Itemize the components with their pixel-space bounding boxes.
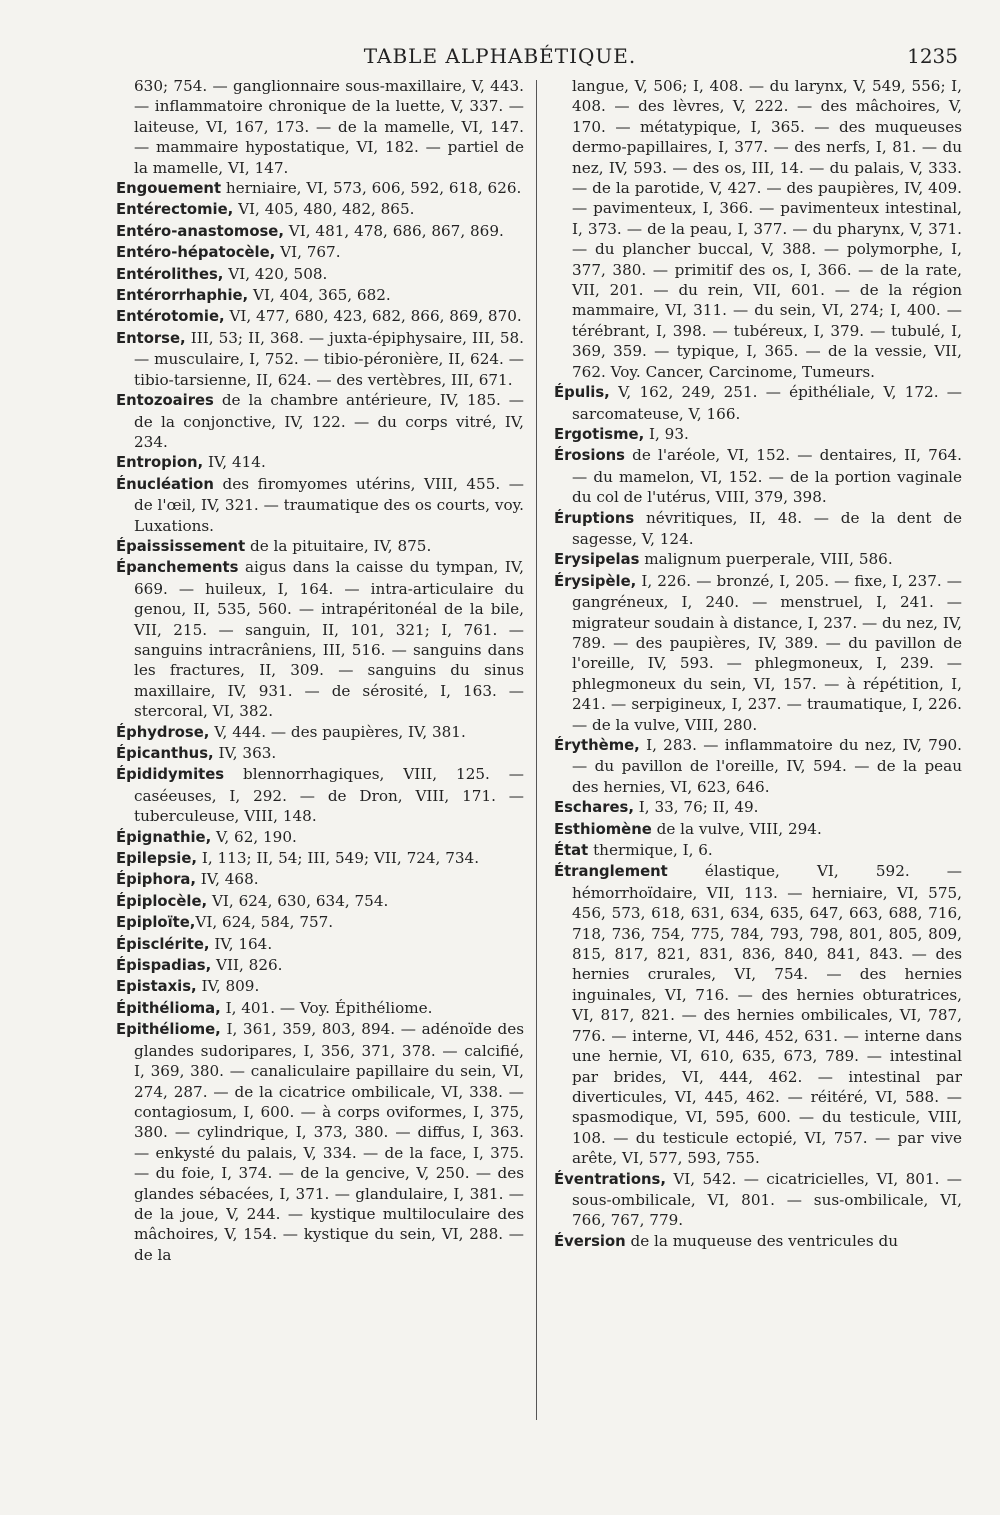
- index-entry: [554, 861, 962, 1168]
- entry-heading: Énucléation: [116, 475, 214, 493]
- entry-heading: Éphydrose,: [116, 723, 210, 741]
- entry-heading: Epithéliome,: [116, 1021, 221, 1039]
- entry-heading: Épididymites: [116, 766, 225, 784]
- index-entry: [116, 242, 524, 263]
- entry-heading: Entéro-hépatocèle,: [116, 244, 276, 262]
- index-entry: [116, 390, 524, 452]
- entry-references: VI, 405, 480, 482, 865.: [233, 200, 415, 219]
- entry-heading: Épaississement: [116, 537, 246, 555]
- entry-references: des firomyomes utérins, VIII, 455. — de l'œil, IV, 321. — traumatique des os courts, voy. Luxations.: [134, 474, 524, 535]
- entry-references: aigus dans la caisse du tympan, IV, 669. — huileux, I, 164. — intra-articulaire du genou, II, 535, 560. — intrapéritonéal de la bile, VII, 215. — sanguin, II, 101, 321; I, 761. — sanguins intracrâniens, III, 516. — sanguins dans les fractures, II, 309. — sanguins du sinus maxillaire, IV, 931. — de sérosité, I, 163. — stercoral, VI, 382.: [134, 558, 524, 721]
- entry-heading: Epiploïte,: [116, 914, 196, 932]
- entry-heading: Éventrations,: [554, 1170, 666, 1188]
- index-entry: [116, 764, 524, 826]
- index-entry: [116, 848, 524, 869]
- index-entry: [554, 819, 962, 840]
- index-entry: [116, 976, 524, 997]
- index-entry: [554, 840, 962, 861]
- entry-references: I, 401. — Voy. Épithéliome.: [220, 998, 433, 1017]
- entry-heading: Éruptions: [554, 509, 635, 527]
- index-entry: [116, 955, 524, 976]
- index-entry: [116, 221, 524, 242]
- entry-heading: Éversion: [554, 1232, 626, 1250]
- index-entry: [116, 474, 524, 536]
- index-entry: [116, 557, 524, 721]
- entry-references: VI, 481, 478, 686, 867, 869.: [283, 221, 504, 240]
- entry-heading: Entérectomie,: [116, 201, 234, 219]
- index-entry: [554, 1169, 962, 1231]
- entry-references: V, 162, 249, 251. — épithéliale, V, 172. — sarcomateuse, V, 166.: [572, 383, 962, 423]
- entry-references: IV, 414.: [203, 453, 266, 472]
- entry-heading: Épispadias,: [116, 957, 212, 975]
- entry-references: 630; 754. — ganglionnaire sous-maxillaire, V, 443. — inflammatoire chronique de la luette, V, 337. — laiteuse, VI, 167, 173. — de la mamelle, VI, 147. — mammaire hypostatique, VI, 182. — partiel de la mamelle, VI, 147.: [134, 77, 524, 177]
- entry-references: VI, 404, 365, 682.: [248, 286, 391, 305]
- entry-references: IV, 468.: [195, 870, 259, 889]
- entry-heading: Épulis,: [554, 384, 610, 402]
- entry-references: VI, 767.: [275, 243, 341, 262]
- entry-references: I, 93.: [644, 424, 689, 443]
- index-entry: [116, 452, 524, 473]
- index-entry: [554, 508, 962, 550]
- entry-heading: Entozoaires: [116, 392, 214, 410]
- index-entry: [116, 743, 524, 764]
- index-entry: [116, 178, 524, 199]
- page-number: 1235: [907, 44, 958, 68]
- entry-references: élastique, VI, 592. — hémorrhoïdaire, VII, 113. — herniaire, VI, 575, 456, 573, 618, 631, 634, 635, 647, 663, 688, 716, 718, 736, 754, 775, 784, 793, 798, 801, 805, 809, 815, 817, 821, 831, 836, 840, 841, 843. — des hernies crurales, VI, 754. — des hernies inguinales, VI, 716. — des hernies obturatrices, VI, 817, 821. — des hernies ombilicales, VI, 787, 776. — interne, VI, 446, 452, 631. — interne dans une hernie, VI, 610, 635, 673, 789. — intestinal par brides, VI, 444, 462. — intestinal par diverticules, VI, 445, 462. — réitéré, VI, 588. — spasmodique, VI, 595, 600. — du testicule, VIII, 108. — du testicule ectopié, VI, 757. — par vive arête, VI, 577, 593, 755.: [572, 862, 962, 1168]
- index-entry: [116, 328, 524, 390]
- column-divider: [536, 80, 537, 1420]
- entry-heading: Entérorrhaphie,: [116, 287, 249, 305]
- entry-references: VI, 624, 584, 757.: [195, 913, 334, 932]
- entry-references: herniaire, VI, 573, 606, 592, 618, 626.: [221, 179, 522, 198]
- entry-heading: Épignathie,: [116, 828, 212, 846]
- entry-references: IV, 164.: [209, 934, 273, 953]
- index-entry: [116, 199, 524, 220]
- entry-references: de l'aréole, VI, 152. — dentaires, II, 764. — du mamelon, VI, 152. — de la portion vaginale du col de l'utérus, VIII, 379, 398.: [572, 446, 962, 507]
- entry-references: de la vulve, VIII, 294.: [651, 819, 822, 838]
- entry-references: de la pituitaire, IV, 875.: [245, 536, 432, 555]
- entry-references: de la chambre antérieure, IV, 185. — de la conjonctive, IV, 122. — du corps vitré, IV, 234.: [134, 391, 524, 451]
- index-entry: [116, 264, 524, 285]
- entry-heading: Entropion,: [116, 454, 204, 472]
- entry-references: VI, 542. — cicatricielles, VI, 801. — sous-ombilicale, VI, 801. — sus-ombilicale, VI, 766, 767, 779.: [572, 1169, 962, 1230]
- entry-references: VI, 477, 680, 423, 682, 866, 869, 870.: [224, 307, 522, 326]
- index-entry: [554, 382, 962, 424]
- entry-references: blennorrhagiques, VIII, 125. — caséeuses, I, 292. — de Dron, VIII, 171. — tuberculeuse, VIII, 148.: [134, 765, 524, 826]
- index-entry: [116, 891, 524, 912]
- entry-heading: Épicanthus,: [116, 745, 214, 762]
- index-entry: [116, 827, 524, 848]
- entry-heading: Épithélioma,: [116, 999, 221, 1017]
- entry-references: VII, 826.: [211, 956, 283, 975]
- entry-references: I, 226. — bronzé, I, 205. — fixe, I, 237. — gangréneux, I, 240. — menstruel, I, 241. — migrateur soudain à distance, I, 237. — du nez, IV, 789. — des paupières, IV, 389. — du pavillon de l'oreille, IV, 593. — phlegmoneux, I, 239. — phlegmoneux du sein, VI, 157. — à répétition, I, 241. — serpigineux, I, 237. — traumatique, I, 226. — de la vulve, VIII, 280.: [572, 571, 962, 734]
- index-entry: [554, 571, 962, 735]
- entry-heading: Entorse,: [116, 329, 186, 347]
- entry-references: thermique, I, 6.: [588, 841, 713, 860]
- entry-heading: Esthiomène: [554, 820, 652, 838]
- entry-heading: Entérolithes,: [116, 265, 224, 283]
- entry-heading: Entérotomie,: [116, 308, 225, 326]
- index-entry: [554, 735, 962, 797]
- entry-heading: Épiphora,: [116, 871, 196, 889]
- entry-heading: Epistaxis,: [116, 978, 197, 996]
- entry-heading: Érysipèle,: [554, 572, 637, 590]
- right-column: [554, 76, 962, 1252]
- entry-references: malignum puerperale, VIII, 586.: [639, 550, 893, 569]
- entry-heading: Entéro-anastomose,: [116, 222, 284, 240]
- index-entry: [554, 1231, 962, 1252]
- index-entry: [116, 76, 524, 178]
- index-entry: [116, 869, 524, 890]
- entry-heading: Érythème,: [554, 737, 640, 754]
- entry-heading: Eschares,: [554, 799, 634, 817]
- index-entry: [116, 934, 524, 955]
- entry-references: IV, 363.: [213, 744, 277, 762]
- entry-heading: Épisclérite,: [116, 935, 210, 953]
- entry-heading: Ergotisme,: [554, 425, 645, 443]
- index-entry: [554, 549, 962, 570]
- entry-references: I, 361, 359, 803, 894. — adénoïde des glandes sudoripares, I, 356, 371, 378. — calcifié, I, 369, 380. — canaliculaire papillaire du sein, VI, 274, 287. — de la cicatrice ombilicale, VI, 338. — contagiosum, I, 600. — à corps oviformes, I, 375, 380. — cylindrique, I, 373, 380. — diffus, I, 363. — enkysté du palais, V, 334. — de la face, I, 375. — du foie, I, 374. — de la gencive, V, 250. — des glandes sébacées, I, 371. — glandulaire, I, 381. — de la joue, V, 244. — kystique multiloculaire des mâchoires, V, 154. — kystique du sein, VI, 288. — de la: [134, 1020, 524, 1264]
- entry-references: névritiques, II, 48. — de la dent de sagesse, V, 124.: [572, 508, 962, 548]
- left-column: [116, 76, 524, 1265]
- entry-references: VI, 420, 508.: [223, 264, 328, 283]
- entry-heading: Érosions: [554, 447, 625, 465]
- entry-references: de la muqueuse des ventricules du: [625, 1231, 899, 1250]
- index-entry: [554, 445, 962, 507]
- entry-heading: Erysipelas: [554, 551, 640, 569]
- entry-references: langue, V, 506; I, 408. — du larynx, V, 549, 556; I, 408. — des lèvres, V, 222. — des mâchoires, V, 170. — métatypique, I, 365. — des muqueuses dermo-papillaires, I, 377. — des nerfs, I, 81. — du nez, IV, 593. — des os, III, 14. — du palais, V, 333. — de la parotide, V, 427. — des paupières, IV, 409. — pavimenteux, I, 366. — pavimenteux intestinal, I, 373. — de la peau, I, 377. — du pharynx, V, 371. — du plancher buccal, V, 388. — polymorphe, I, 377, 380. — primitif des os, I, 366. — de la rate, VII, 201. — du rein, VII, 601. — de la région mammaire, VI, 311. — du sein, VI, 274; I, 400. — térébrant, I, 398. — tubéreux, I, 379. — tubulé, I, 369, 359. — typique, I, 365. — de la vessie, VII, 762. Voy. Cancer, Carcinome, Tumeurs.: [572, 77, 962, 381]
- entry-heading: Epilepsie,: [116, 850, 198, 868]
- entry-heading: Étranglement: [554, 863, 668, 881]
- entry-references: I, 113; II, 54; III, 549; VII, 724, 734.: [197, 849, 480, 868]
- entry-references: IV, 809.: [196, 977, 260, 996]
- entry-references: I, 283. — inflammatoire du nez, IV, 790. — du pavillon de l'oreille, IV, 594. — de la peau des hernies, VI, 623, 646.: [572, 736, 962, 796]
- entry-references: I, 33, 76; II, 49.: [633, 798, 759, 817]
- entry-heading: Épiplocèle,: [116, 892, 208, 910]
- index-entry: [554, 797, 962, 818]
- index-entry: [554, 424, 962, 445]
- entry-references: V, 62, 190.: [211, 827, 297, 846]
- entry-heading: Engouement: [116, 180, 222, 198]
- index-entry: [116, 998, 524, 1019]
- index-entry: [116, 285, 524, 306]
- entry-heading: Épanchements: [116, 559, 239, 577]
- entry-references: VI, 624, 630, 634, 754.: [207, 891, 389, 910]
- index-entry: [116, 722, 524, 743]
- index-entry: [554, 76, 962, 382]
- index-entry: [116, 912, 524, 933]
- entry-references: III, 53; II, 368. — juxta-épiphysaire, III, 58. — musculaire, I, 752. — tibio-péronière, II, 624. — tibio-tarsienne, II, 624. — des vertèbres, III, 671.: [134, 328, 524, 389]
- running-title: TABLE ALPHABÉTIQUE.: [363, 44, 637, 68]
- index-entry: [116, 536, 524, 557]
- entry-references: V, 444. — des paupières, IV, 381.: [209, 722, 466, 741]
- index-entry: [116, 1019, 524, 1265]
- index-entry: [116, 306, 524, 327]
- entry-heading: État: [554, 842, 589, 860]
